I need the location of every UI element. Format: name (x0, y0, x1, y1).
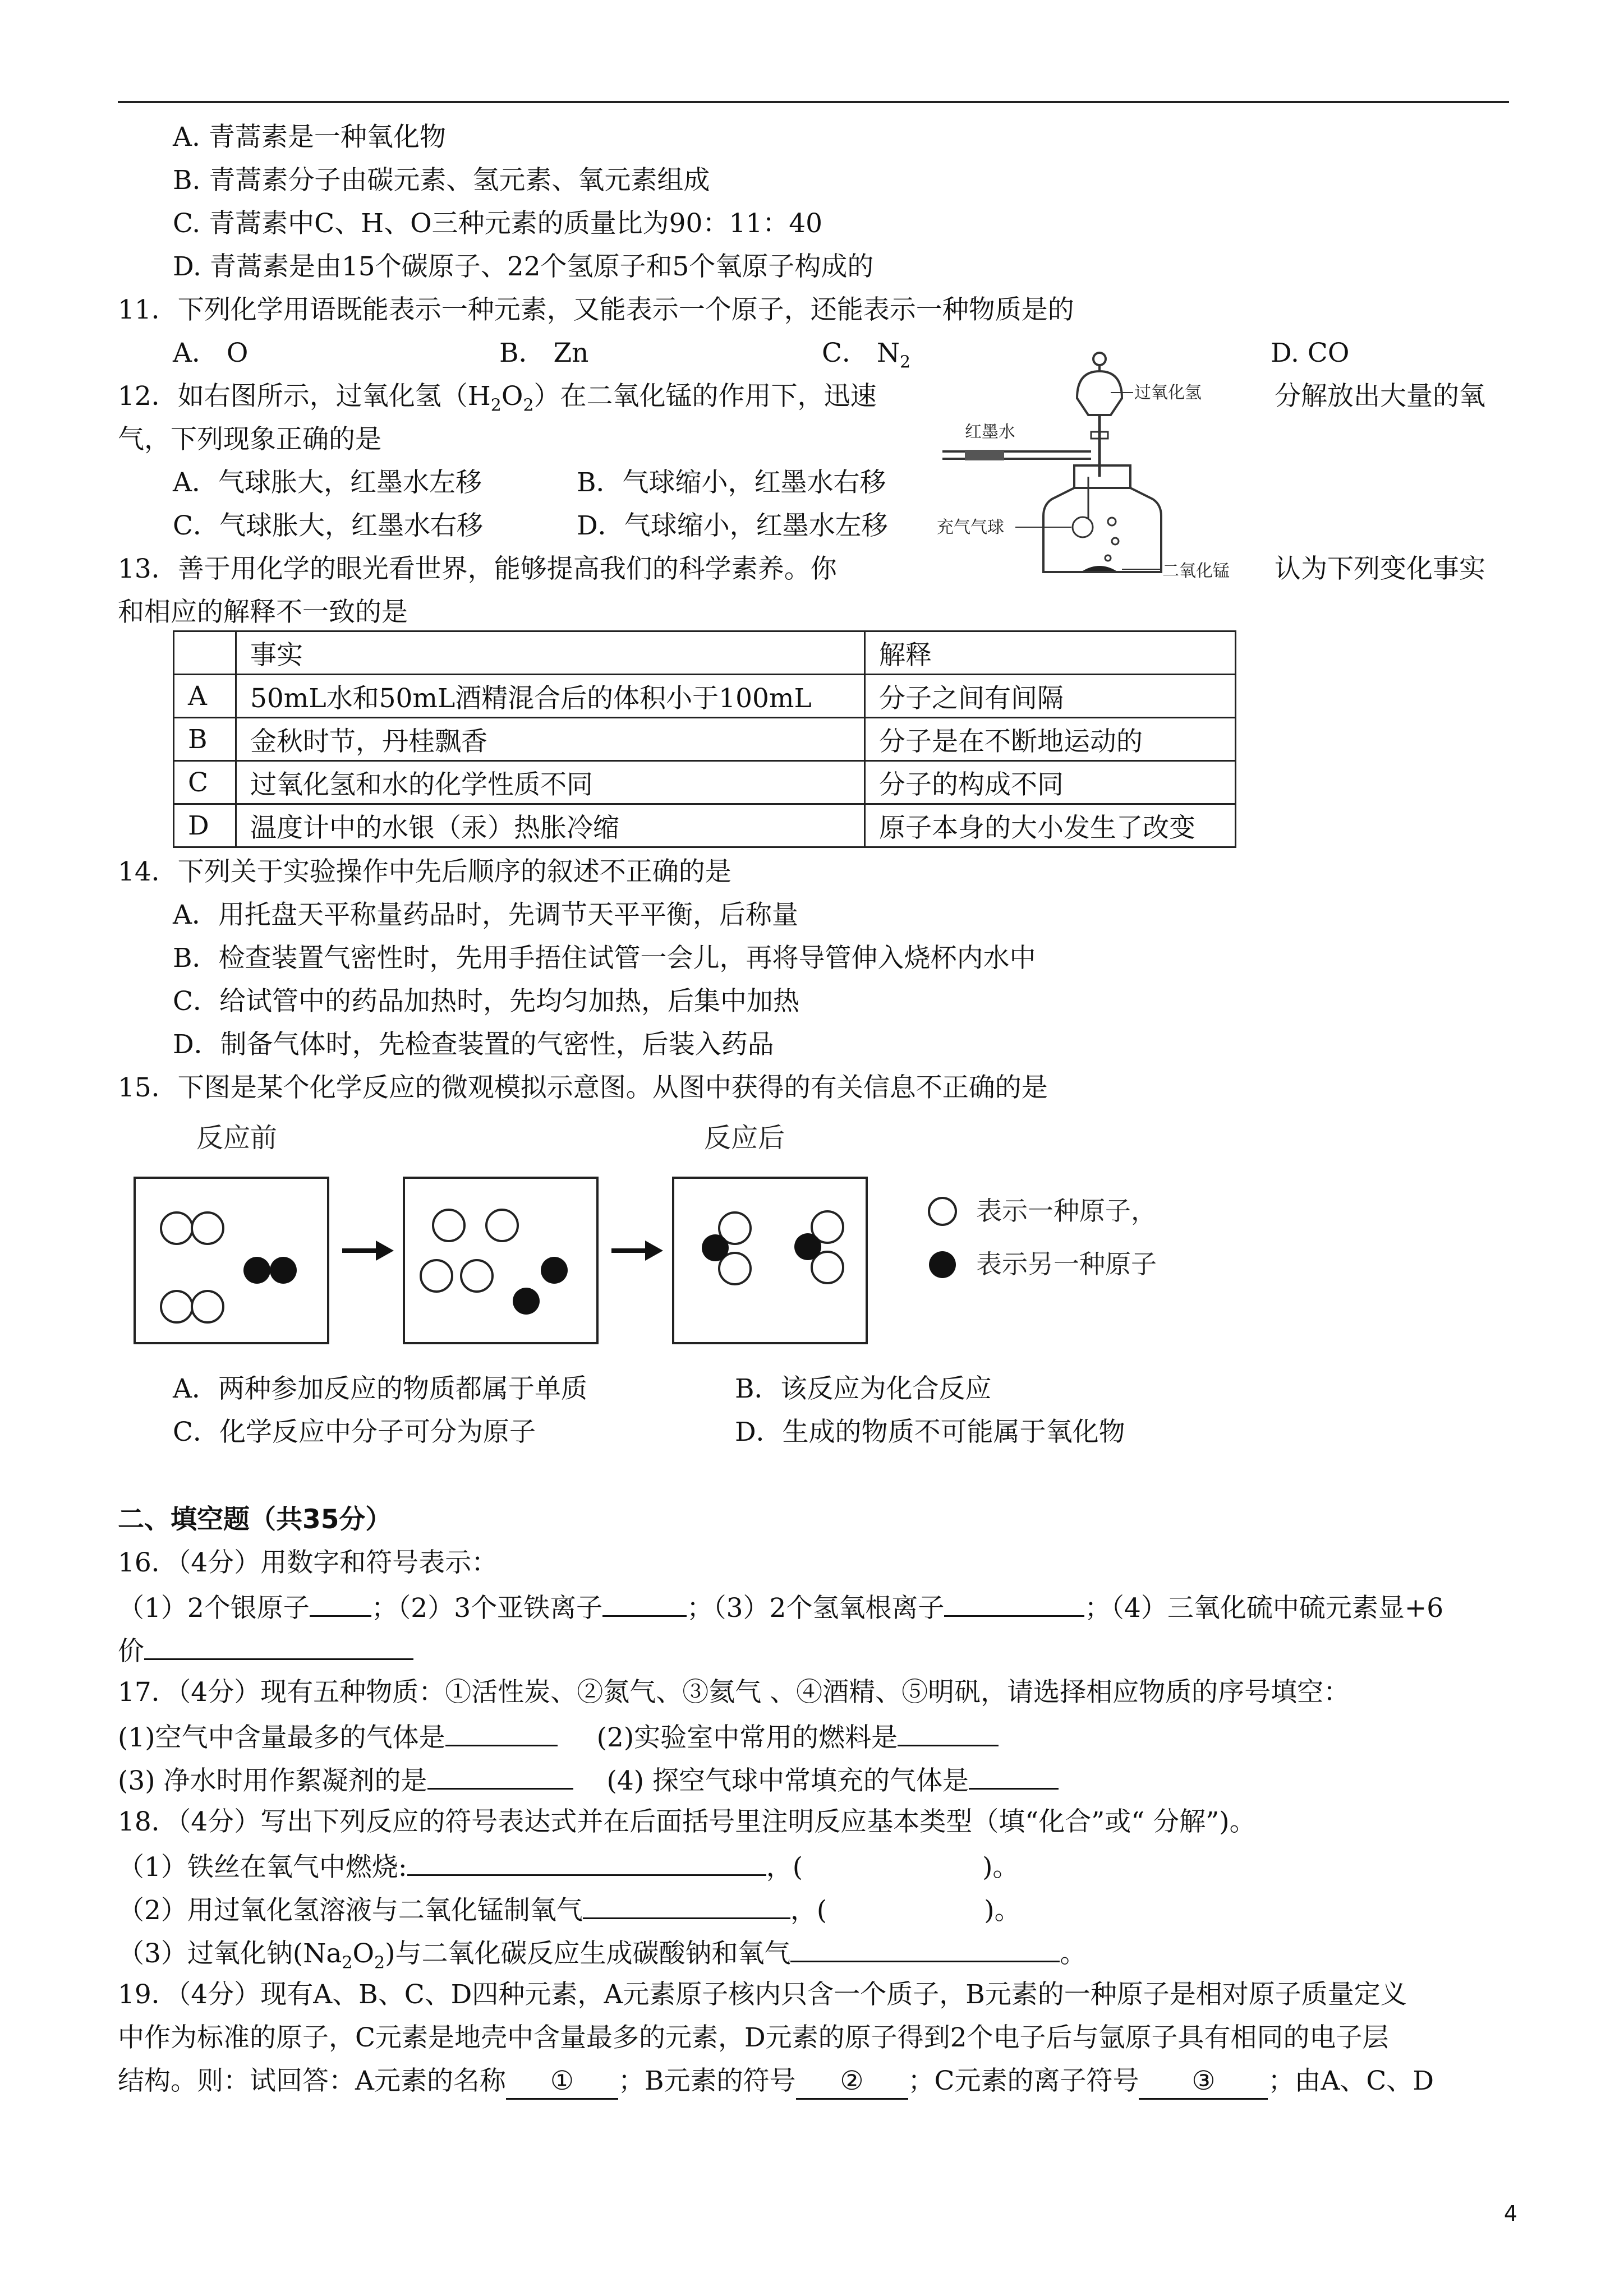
q12-option-c: C．气球胀大，红墨水右移 (173, 510, 483, 541)
q16-line1: （1）2个银原子 ；（2）3个亚铁离子 ；（3）2个氢氧根离子 ；（4）三氧化硫中硫元素显+6 (118, 1589, 1443, 1625)
q16-stem: 16．（4分）用数字和符号表示： (118, 1547, 498, 1578)
q10-option-d: D. 青蒿素是由15个碳原子、22个氢原子和5个氧原子构成的 (173, 251, 874, 282)
page-number: 4 (1503, 2201, 1517, 2226)
legend-black-atom: 表示另一种原子 (976, 1249, 1157, 1279)
row-label: A (174, 675, 236, 718)
q14-option-d: D．制备气体时，先检查装置的气密性，后装入药品 (173, 1029, 774, 1060)
q11-option-d: D. CO (1271, 338, 1350, 368)
row-fact: 50mL水和50mL酒精混合后的体积小于100mL (236, 675, 865, 718)
q12-option-a: A．气球胀大，红墨水左移 (173, 467, 482, 498)
label-red-ink: 红墨水 (965, 422, 1015, 442)
q15-option-b: B．该反应为化合反应 (735, 1373, 992, 1404)
q10-option-a: A. 青蒿素是一种氧化物 (173, 122, 446, 153)
q15-reaction-diagram (123, 1116, 1245, 1363)
label-mno2: 二氧化锰 (1162, 561, 1230, 581)
row-explain: 分子是在不断地运动的 (865, 718, 1236, 761)
q10-option-b: B. 青蒿素分子由碳元素、氢元素、氧元素组成 (173, 165, 710, 196)
row-fact: 金秋时节，丹桂飘香 (236, 718, 865, 761)
q12-apparatus-figure (931, 336, 1279, 583)
q18-line1: （1）铁丝在氧气中燃烧: ，( )。 (118, 1848, 1019, 1884)
q18-stem: 18．（4分）写出下列反应的符号表达式并在后面括号里注明反应基本类型（填“化合”或“ 分解”)。 (118, 1806, 1256, 1837)
table-row (174, 804, 1236, 847)
q18-line3: （3）过氧化钠$(Na_2O_2)$与二氧化碳反应生成碳酸钠和氧气 。 (118, 1935, 1086, 1980)
q14-option-b: B．检查装置气密性时，先用手捂住试管一会儿，再将导管伸入烧杯内水中 (173, 943, 1036, 974)
row-explain: 原子本身的大小发生了改变 (865, 804, 1236, 847)
q12-stem-line2: 气，下列现象正确的是 (118, 424, 381, 455)
q10-option-c: C. 青蒿素中C、H、O三种元素的质量比为90：11：40 (173, 208, 823, 239)
row-explain: 分子的构成不同 (865, 761, 1236, 804)
label-after-reaction: 反应后 (704, 1122, 785, 1154)
label-hydrogen-peroxide: 过氧化氢 (1134, 383, 1202, 403)
q11-stem: 11．下列化学用语既能表示一种元素，又能表示一个原子，还能表示一种物质是的 (118, 294, 1074, 325)
row-fact: 过氧化氢和水的化学性质不同 (236, 761, 865, 804)
q14-option-a: A．用托盘天平称量药品时，先调节天平平衡，后称量 (173, 900, 798, 930)
section-title-fill-in: 二、填空题（共35分） (118, 1504, 392, 1535)
row-label: B (174, 718, 236, 761)
q19-line3: 结构。则：试回答：A元素的名称 ① ；B元素的符号 ② ；C元素的离子符号 ③ ；由A、C、D (118, 2064, 1434, 2100)
q15-option-c: C．化学反应中分子可分为原子 (173, 1417, 536, 1447)
q18-line2: （2）用过氧化氢溶液与二氧化锰制氧气 ，( )。 (118, 1892, 1021, 1928)
label-before-reaction: 反应前 (196, 1122, 278, 1154)
q17-line1: (1)空气中含量最多的气体是 (2)实验室中常用的燃料是 (118, 1719, 999, 1755)
label-balloon: 充气气球 (937, 518, 1004, 537)
table-cell (174, 631, 236, 675)
q17-line2: (3) 净水时用作絮凝剂的是 (4) 探空气球中常填充的气体是 (118, 1762, 1059, 1798)
q19-line1: 19．（4分）现有A、B、C、D四种元素，A元素原子核内只含一个质子，B元素的一种原子是相对原子质量定义 (118, 1979, 1407, 2010)
q13-stem-right: 认为下列变化事实 (1275, 554, 1485, 584)
q12-stem-right: 分解放出大量的氧 (1275, 381, 1485, 412)
table-header-fact: 事实 (236, 631, 865, 675)
q19-line2: 中作为标准的原子，C元素是地壳中含量最多的元素，D元素的原子得到2个电子后与氩原子具有相同的电子层 (118, 2022, 1389, 2053)
q13-stem-line2: 和相应的解释不一致的是 (118, 597, 408, 628)
q11-option-c: C． $N_2$ (822, 338, 911, 372)
q14-option-c: C．给试管中的药品加热时，先均匀加热，后集中加热 (173, 986, 799, 1017)
table-row (174, 761, 1236, 804)
row-label: D (174, 804, 236, 847)
q15-option-a: A．两种参加反应的物质都属于单质 (173, 1373, 587, 1404)
q13-fact-table (173, 630, 1236, 848)
q19-blank-3: ③ (1139, 2064, 1268, 2100)
q14-stem: 14．下列关于实验操作中先后顺序的叙述不正确的是 (118, 856, 732, 887)
q19-blank-2: ② (796, 2064, 908, 2100)
q12-option-d: D．气球缩小，红墨水左移 (577, 510, 888, 541)
q15-option-d: D．生成的物质不可能属于氧化物 (735, 1417, 1125, 1447)
row-explain: 分子之间有间隔 (865, 675, 1236, 718)
q16-line2: 价 (118, 1633, 413, 1668)
row-fact: 温度计中的水银（汞）热胀冷缩 (236, 804, 865, 847)
q11-option-b: B． Zn (499, 338, 589, 368)
q11-option-a: A． O (173, 338, 249, 368)
q15-stem: 15．下图是某个化学反应的微观模拟示意图。从图中获得的有关信息不正确的是 (118, 1072, 1048, 1103)
legend-white-atom: 表示一种原子， (976, 1196, 1157, 1226)
q12-stem: 12．如右图所示，过氧化氢$(H_2O_2)$在二氧化锰的作用下，迅速 (118, 381, 877, 416)
header-rule (118, 101, 1509, 103)
table-header-explain: 解释 (865, 631, 1236, 675)
table-row (174, 675, 1236, 718)
table-header-row (174, 631, 1236, 675)
row-label: C (174, 761, 236, 804)
q17-stem: 17．（4分）现有五种物质：①活性炭、②氮气、③氦气 、④酒精、⑤明矾，请选择相应物质的序号填空： (118, 1677, 1350, 1708)
q13-stem: 13．善于用化学的眼光看世界，能够提高我们的科学素养。你 (118, 554, 837, 584)
q12-option-b: B．气球缩小，红墨水右移 (577, 467, 886, 498)
q19-blank-1: ① (506, 2064, 618, 2100)
table-row (174, 718, 1236, 761)
